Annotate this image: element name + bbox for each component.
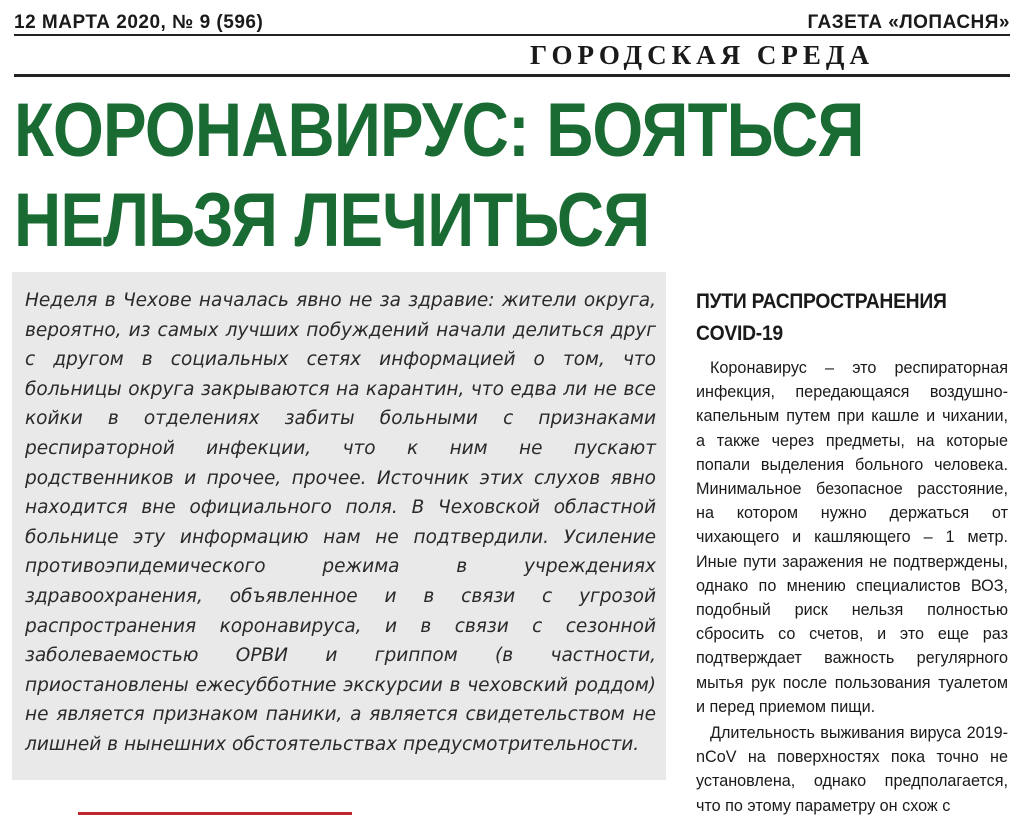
- sidebar-heading-line-1: ПУТИ РАСПРОСТРАНЕНИЯ: [696, 290, 947, 313]
- lead-paragraph: Неделя в Чехове началась явно не за здравие: жители округа, вероятно, из самых лучших побуждений начали делиться друг с другом в социальных сетях информацией о том, что больницы округа закрываются на карантин, что едва ли не все койки в отделениях забиты больными с признаками респираторной инфекции, что к ним не пускают родственников и прочее, прочее. Источник этих слухов явно находится вне официального поля. В Чеховской областной больнице эту информацию нам не подтвердили. Усиление противоэпидемического режима в учреждениях здравоохранения, объявленное и в связи с угрозой распространения коронавируса, и в связи с сезонной заболеваемостью ОРВИ и гриппом (в частности, приостановлены ежесубботние экскурсии в чеховский роддом) не является признаком паники, а является свидетельством не лишней в нынешних обстоятельствах предусмотрительности.: [25, 290, 656, 755]
- section-rule: [14, 74, 1010, 77]
- page-header: [14, 6, 1010, 34]
- newspaper-name: ГАЗЕТА «ЛОПАСНЯ»: [807, 12, 1010, 33]
- sidebar-paragraph-1: Коронавирус – это респираторная инфекция, передающаяся воздушно-капельным путем при кашле и чихании, а также через предметы, на которые попали выделения больного человека. Минимальное безопасное расстояние, на котором нужно держаться от чихающего и кашляющего – 1 метр. Иные пути заражения не подтверждены, однако по мнению специалистов ВОЗ, подобный риск нельзя полностью сбросить со счетов, и это еще раз подтверждает важность регулярного мытья рук после пользования туалетом и перед приемом пищи.: [696, 359, 1008, 716]
- sidebar-paragraph-2: Длительность выживания вируса 2019-nCoV на поверхностях пока точно не установлена, однако предполагается, что по этому параметру он схож с: [696, 724, 1008, 815]
- headline-line-1: КОРОНАВИРУС: БОЯТЬСЯ: [14, 88, 864, 173]
- sidebar-column: [696, 286, 1008, 820]
- header-rule: [14, 34, 1010, 36]
- article-headline: [14, 86, 865, 266]
- headline-line-2: НЕЛЬЗЯ ЛЕЧИТЬСЯ: [14, 178, 650, 263]
- sidebar-heading: [696, 286, 1009, 350]
- section-title: ГОРОДСКАЯ СРЕДА: [530, 40, 874, 70]
- sidebar-heading-line-2: COVID-19: [696, 322, 783, 345]
- accent-rule: [78, 812, 352, 815]
- lead-box: [12, 272, 666, 780]
- issue-date: 12 МАРТА 2020, № 9 (596): [14, 12, 264, 33]
